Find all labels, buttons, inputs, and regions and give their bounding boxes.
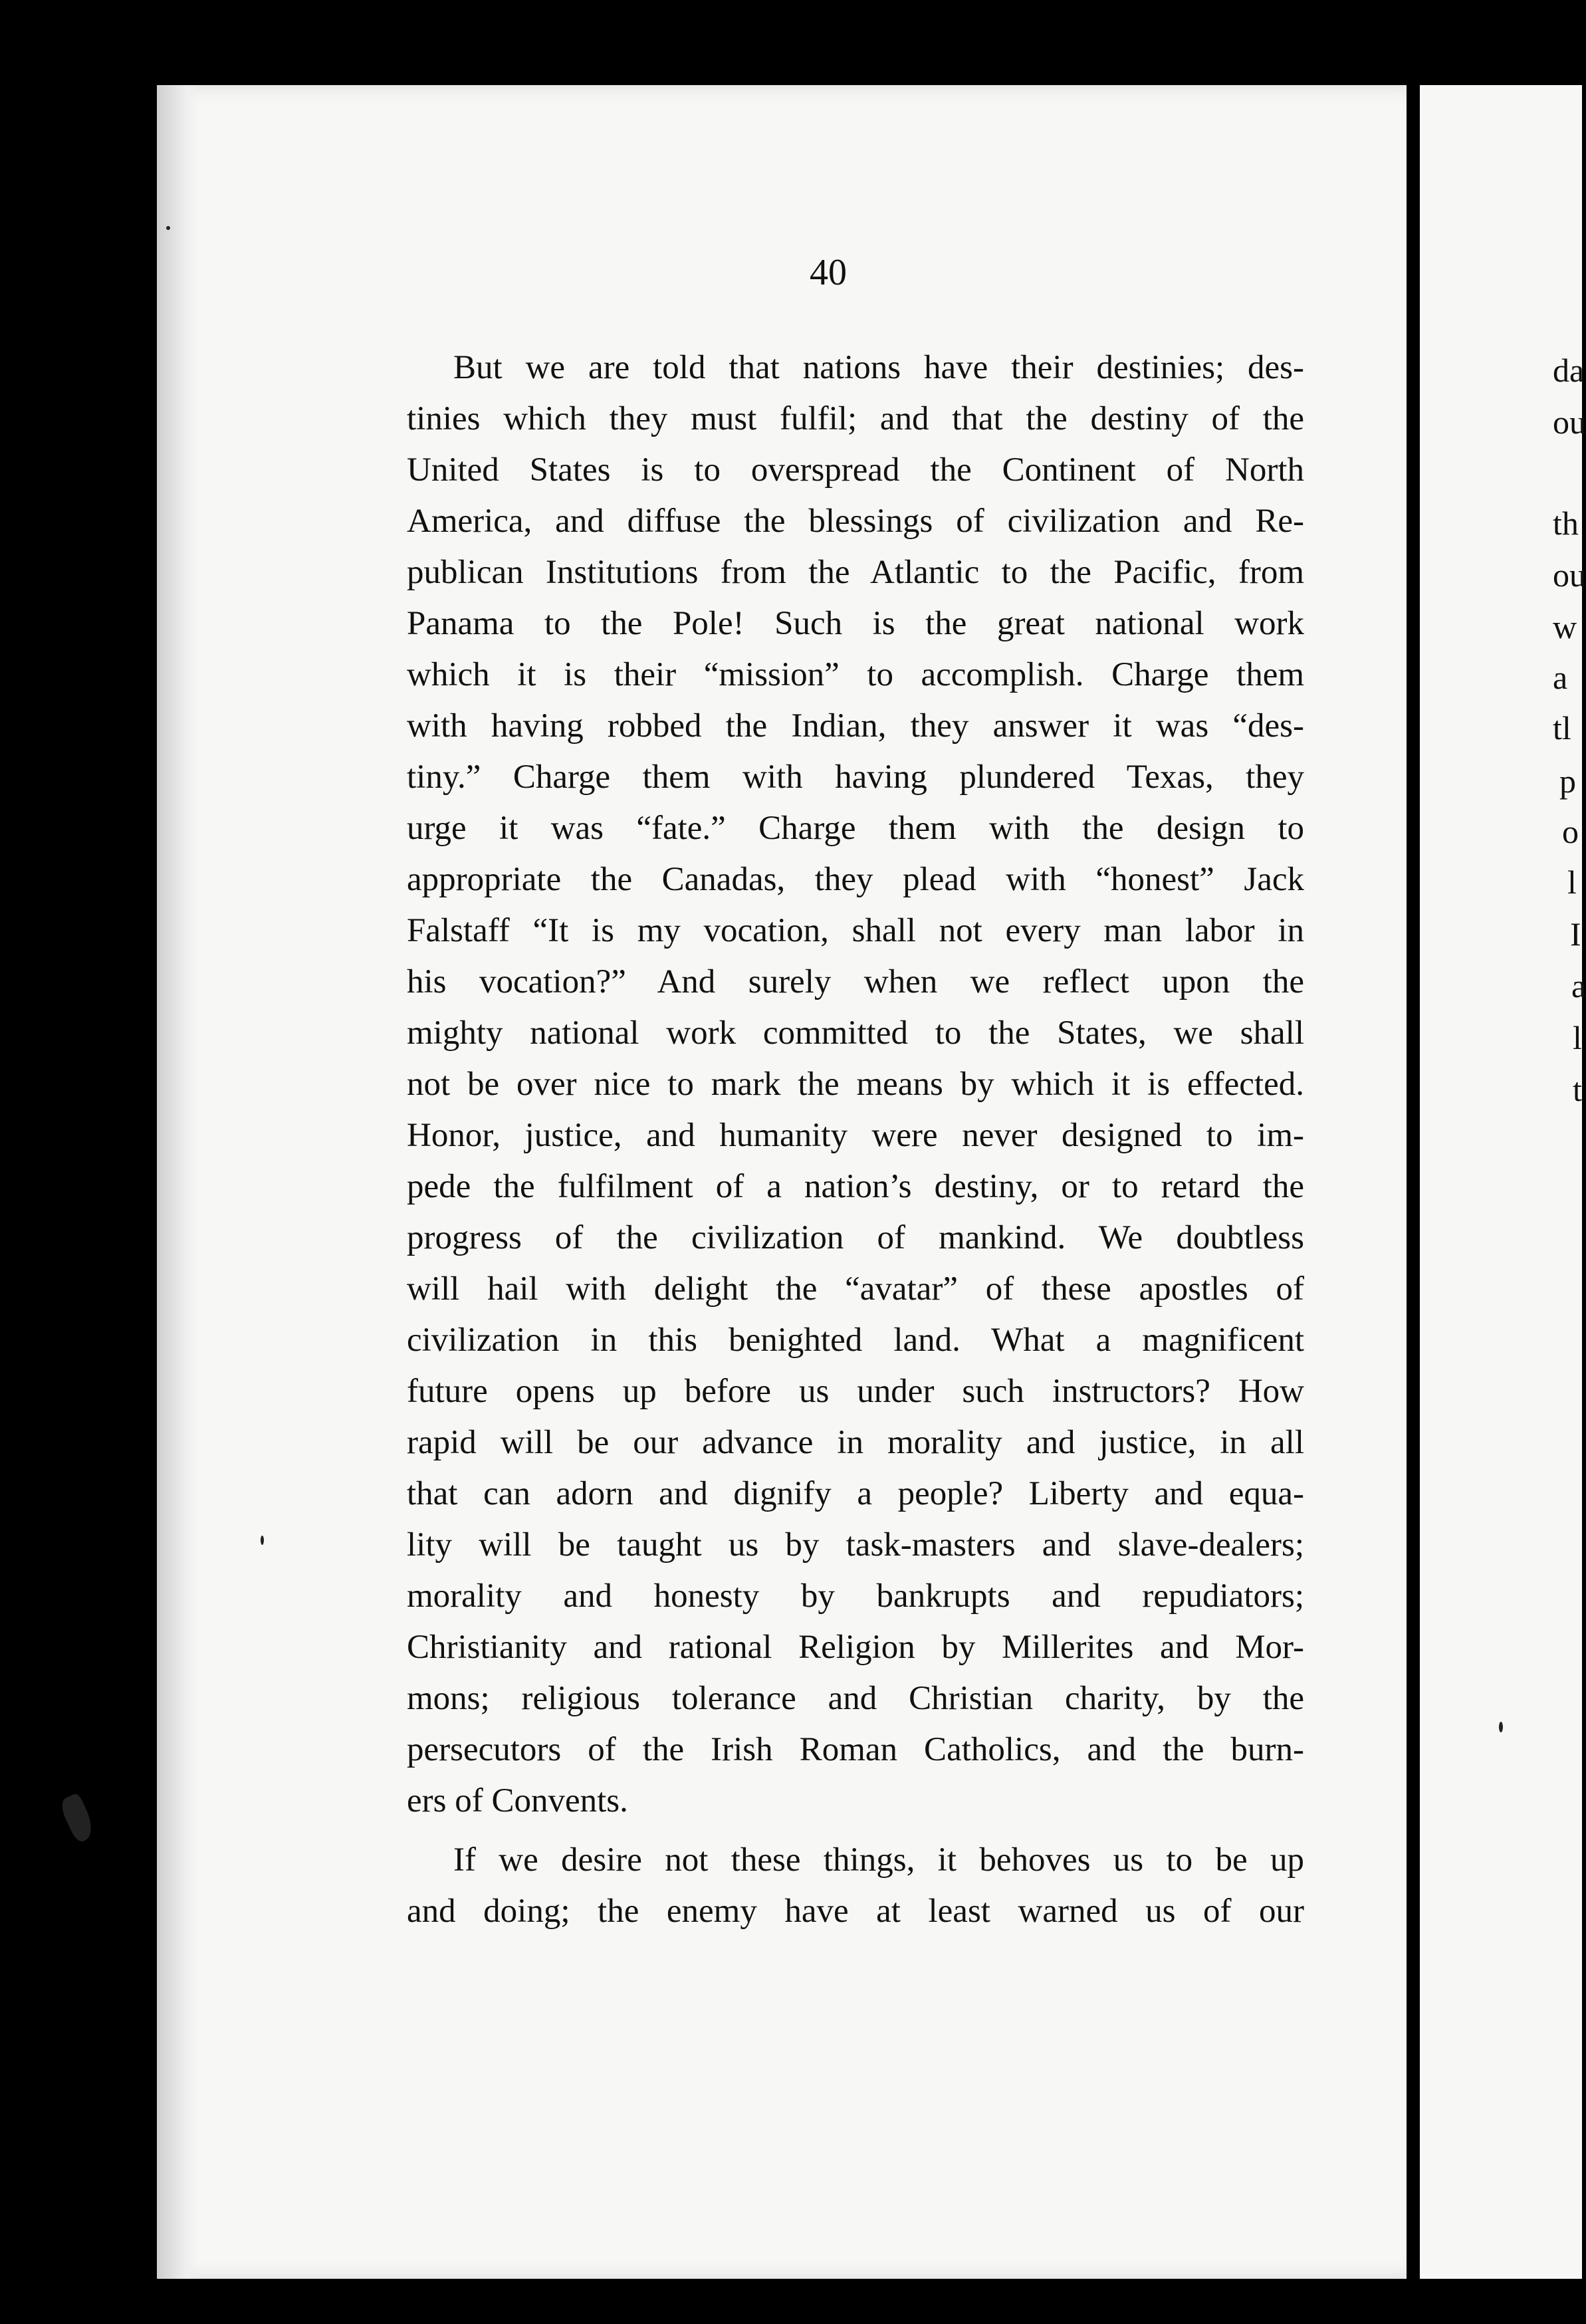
text-line: United States is to overspread the Continent of North xyxy=(407,451,1304,489)
facing-page xyxy=(1420,85,1586,2279)
paragraph-1 xyxy=(407,342,1304,1827)
text-line: civilization in this benighted land. What a magnificent xyxy=(407,1322,1304,1359)
text-line: appropriate the Canadas, they plead with “honest” Jack xyxy=(407,861,1304,898)
facing-page-fragment: th xyxy=(1553,505,1579,542)
page-number: 40 xyxy=(810,252,847,293)
text-line: Honor, justice, and humanity were never designed to im- xyxy=(407,1117,1304,1154)
facing-page-fragment: a xyxy=(1571,967,1586,1004)
text-line: ers of Convents. xyxy=(407,1782,628,1819)
facing-page-fragment: ou xyxy=(1553,404,1586,441)
text-line: Falstaff “It is my vocation, shall not every man labor in xyxy=(407,912,1304,949)
text-line: tinies which they must fulfil; and that the destiny of the xyxy=(407,400,1304,437)
facing-page-fragment: l xyxy=(1567,864,1577,901)
text-line: future opens up before us under such instructors? How xyxy=(407,1373,1304,1410)
text-line: pede the fulfilment of a nation’s destiny, or to retard the xyxy=(407,1168,1304,1205)
page-divider xyxy=(1407,100,1420,2273)
facing-page-fragment: p xyxy=(1559,762,1576,800)
text-line: Panama to the Pole! Such is the great national work xyxy=(407,605,1304,642)
gutter-shadow xyxy=(157,85,199,2279)
facing-page-fragment: w xyxy=(1553,608,1577,645)
facing-page-fragment: a xyxy=(1553,659,1568,696)
facing-page-fragment: l xyxy=(1573,1019,1582,1056)
facing-page-fragment: t xyxy=(1573,1071,1582,1108)
text-line: will hail with delight the “avatar” of these apostles of xyxy=(407,1270,1304,1308)
text-line: which it is their “mission” to accomplish. Charge them xyxy=(407,656,1304,693)
facing-page-fragment: ou xyxy=(1553,556,1586,594)
text-line: and doing; the enemy have at least warned us of our xyxy=(407,1893,1304,1930)
text-line: that can adorn and dignify a people? Liberty and equa- xyxy=(407,1475,1304,1512)
text-line: Christianity and rational Religion by Millerites and Mor- xyxy=(407,1629,1304,1666)
text-line: mighty national work committed to the States, we shall xyxy=(407,1014,1304,1052)
text-line: lity will be taught us by task-masters and slave-dealers; xyxy=(407,1526,1304,1564)
body-text xyxy=(407,342,1304,1937)
text-line: progress of the civilization of mankind. We doubtless xyxy=(407,1219,1304,1256)
scan-speck xyxy=(261,1536,264,1545)
paragraph-2 xyxy=(407,1835,1304,1937)
text-line: rapid will be our advance in morality and justice, in all xyxy=(407,1424,1304,1461)
facing-page-fragment: tl xyxy=(1553,709,1571,747)
text-line: tiny.” Charge them with having plundered Texas, they xyxy=(407,758,1304,796)
text-line: with having robbed the Indian, they answer it was “des- xyxy=(407,707,1304,745)
text-line: America, and diffuse the blessings of civilization and Re- xyxy=(407,503,1304,540)
scan-speck xyxy=(166,226,170,230)
text-line: not be over nice to mark the means by which it is effected. xyxy=(407,1066,1304,1103)
facing-page-fragment: da xyxy=(1553,352,1585,389)
paragraph-gap xyxy=(407,1827,1304,1835)
facing-page-fragment: o xyxy=(1562,813,1579,850)
text-line: mons; religious tolerance and Christian charity, by the xyxy=(407,1680,1304,1717)
scan-speck xyxy=(58,1792,98,1844)
text-line: If we desire not these things, it behoves us to be up xyxy=(453,1841,1304,1879)
facing-page-fragment: I xyxy=(1570,915,1581,953)
text-line: publican Institutions from the Atlantic to the Pacific, from xyxy=(407,554,1304,591)
text-line: But we are told that nations have their destinies; des- xyxy=(453,349,1304,386)
text-line: his vocation?” And surely when we reflect upon the xyxy=(407,963,1304,1000)
text-line: morality and honesty by bankrupts and repudiators; xyxy=(407,1577,1304,1615)
scan-speck xyxy=(1499,1722,1503,1732)
text-line: urge it was “fate.” Charge them with the design to xyxy=(407,810,1304,847)
text-line: persecutors of the Irish Roman Catholics, and the burn- xyxy=(407,1731,1304,1768)
